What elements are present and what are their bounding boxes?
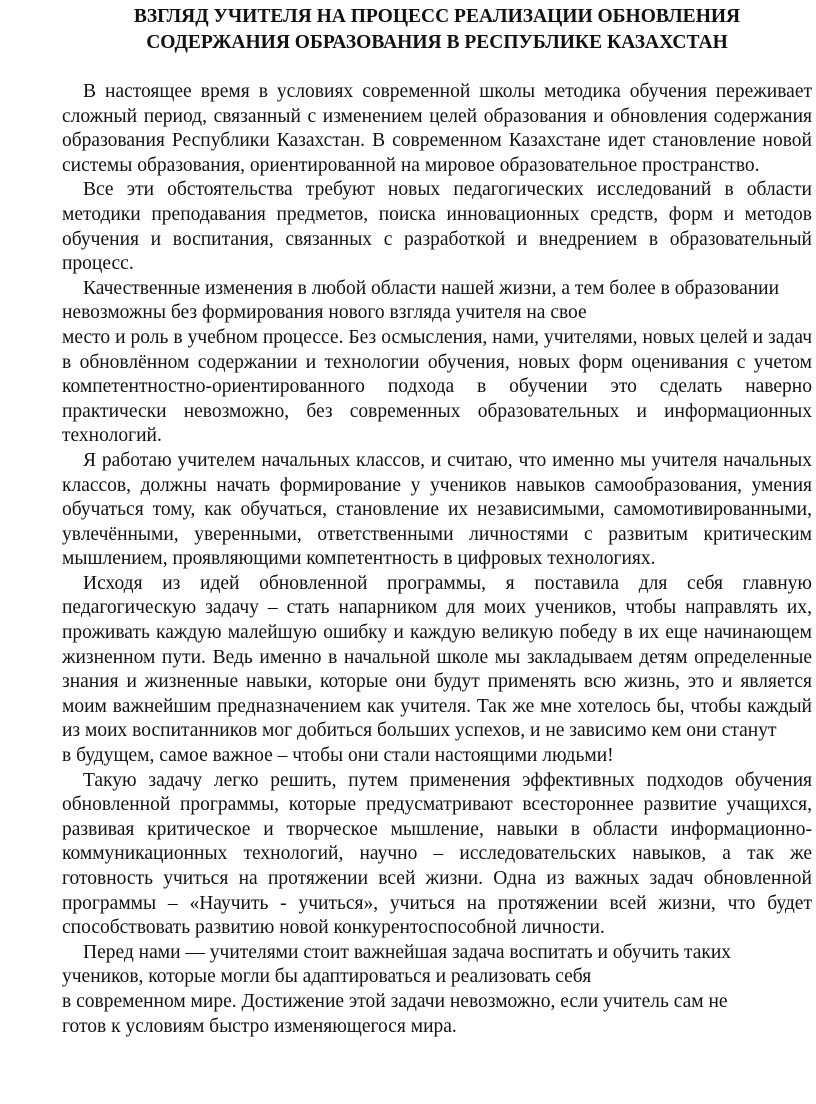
paragraph-5: Исходя из идей обновленной программы, я поставила для себя главную педагогическую задачу – стать напарником для моих учеников, чтобы направлять их, проживать каждую малейшую ошибку и каждую великую победу в их еще начинающем жизненном пути. Ведь именно в начальной школе мы закладываем детям определенные знания и жизненные навыки, которые они будут применять всю жизнь, это и является моим важнейшим предназначением как учителя. Так же мне хотелось бы, чтобы каждый из моих воспитанников мог добиться больших успехов, и не зависимо кем они станут (62, 572, 812, 742)
paragraph-5-continued: в будущем, самое важное – чтобы они стали настоящими людьми! (62, 745, 614, 767)
paragraph-3-start: Качественные изменения в любой области нашей жизни, а тем более в образовании невозможны без формирования нового взгляда учителя на свое (62, 277, 780, 324)
paragraph-2: Все эти обстоятельства требуют новых педагогических исследований в области методики преподавания предметов, поиска инновационных средств, форм и методов обучения и воспитания, связанных с разработкой и внедрением в образовательный процесс. (62, 179, 812, 275)
paragraph-1: В настоящее время в условиях современной школы методика обучения переживает сложный период, связанный с изменением целей образования и обновления содержания образования Республики Казахстан. В современном Казахстане идет становление новой системы образования, ориентированной на мировое образовательное пространство. (62, 81, 812, 176)
title-line-2: СОДЕРЖАНИЯ ОБРАЗОВАНИЯ В РЕСПУБЛИКЕ КАЗАХСТАН (146, 32, 728, 53)
paragraph-4: Я работаю учителем начальных классов, и считаю, что именно мы учителя начальных классов, должны начать формирование у учеников навыков самообразования, умения обучаться тому, как обучаться, становление их независимыми, самомотивированными, увлечёнными, уверенными, ответственными личностями с развитым критическим мышлением, проявляющими компетентность в цифровых технологиях. (62, 449, 812, 570)
paragraph-6: Такую задачу легко решить, путем применения эффективных подходов обучения обновленной программы, которые предусматривают всестороннее развитие учащихся, развивая критическое и творческое мышление, навыки в области информационно-коммуникационных технологий, научно – исследовательских навыков, а так же готовность учиться на протяжении всей жизни. Одна из важных задач обновленной программы – «Научить - учиться», учиться на протяжении всей жизни, что будет способствовать развитию новой конкурентоспособной личности. (62, 769, 812, 939)
document-title (62, 4, 812, 56)
document-body (62, 80, 812, 1039)
paragraph-7-line-2: в современном мире. Достижение этой задачи невозможно, если учитель сам не (62, 990, 728, 1012)
paragraph-3-continued: место и роль в учебном процессе. Без осмысления, нами, учителями, новых целей и задач в обновлённом содержании и технологии обучения, новых форм оценивания с учетом компетентностно-ориентированного подхода в обучении это сделать наверно практически невозможно, без современных образовательных и информационных технологий. (62, 326, 812, 447)
paragraph-7-start: Перед нами — учителями стоит важнейшая задача воспитать и обучить таких учеников, которые могли бы адаптироваться и реализовать себя (62, 941, 732, 988)
title-line-1: ВЗГЛЯД УЧИТЕЛЯ НА ПРОЦЕСС РЕАЛИЗАЦИИ ОБНОВЛЕНИЯ (133, 6, 741, 27)
paragraph-7-line-3: готов к условиям быстро изменяющегося мира. (62, 1015, 457, 1037)
document-page (62, 0, 812, 1039)
